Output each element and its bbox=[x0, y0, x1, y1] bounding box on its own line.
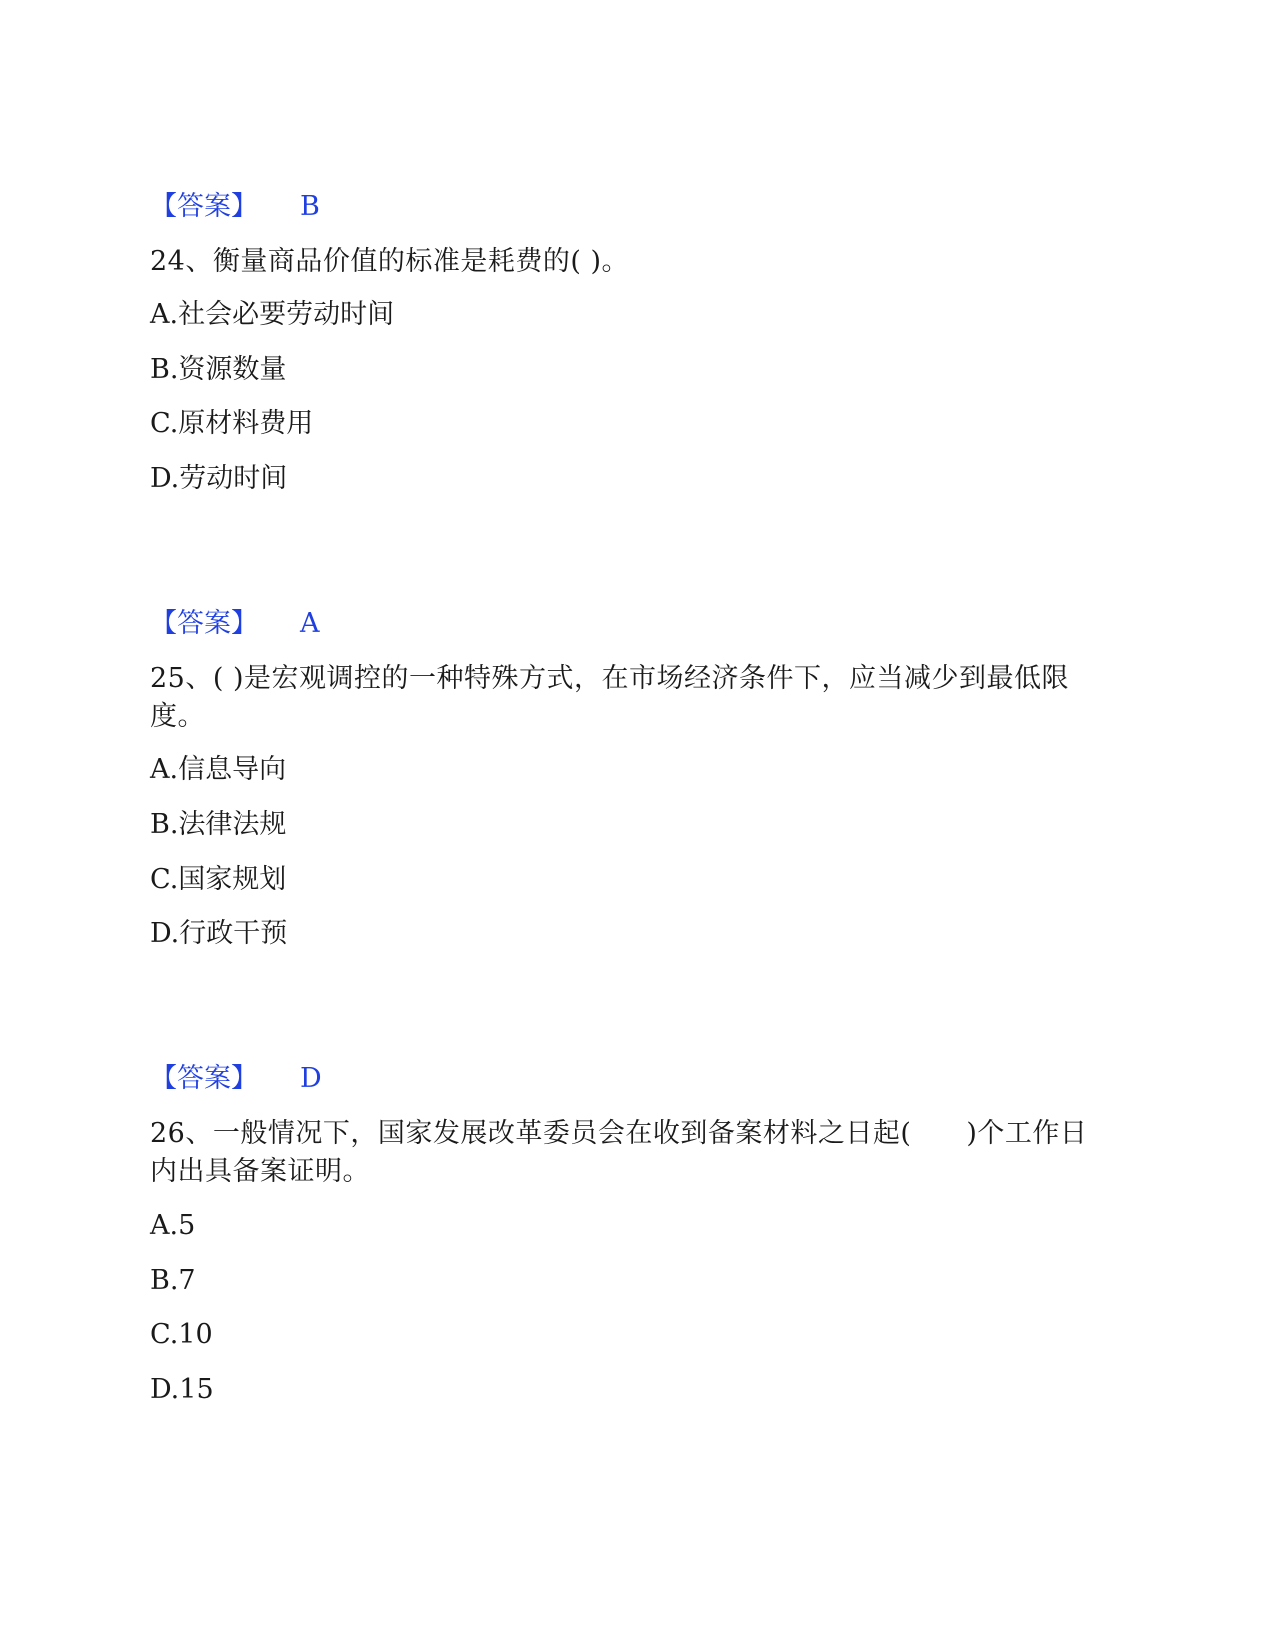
answer-line bbox=[150, 606, 320, 642]
option-d: D.15 bbox=[150, 1374, 214, 1405]
option-c: C.国家规划 bbox=[150, 864, 287, 895]
option-b: B.资源数量 bbox=[150, 354, 287, 385]
option-c: C.原材料费用 bbox=[150, 408, 314, 439]
question-text: 25、( )是宏观调控的一种特殊方式，在市场经济条件下，应当减少到最低限度。 bbox=[150, 663, 1070, 732]
answer-label: 【答案】 bbox=[150, 1063, 258, 1094]
answer-value: D bbox=[300, 1063, 322, 1094]
option-d: D.行政干预 bbox=[150, 918, 288, 949]
option-a: A.社会必要劳动时间 bbox=[150, 299, 395, 330]
answer-line bbox=[150, 189, 320, 225]
option-b: B.7 bbox=[150, 1265, 196, 1296]
question-text: 24、衡量商品价值的标准是耗费的( )。 bbox=[150, 246, 630, 277]
answer-line bbox=[150, 1061, 322, 1097]
option-c: C.10 bbox=[150, 1319, 213, 1350]
answer-value: A bbox=[300, 608, 320, 639]
option-b: B.法律法规 bbox=[150, 809, 287, 840]
answer-label: 【答案】 bbox=[150, 191, 258, 222]
answer-label: 【答案】 bbox=[150, 608, 258, 639]
option-a: A.信息导向 bbox=[150, 754, 287, 785]
option-a: A.5 bbox=[150, 1210, 196, 1241]
option-d: D.劳动时间 bbox=[150, 463, 288, 494]
answer-value: B bbox=[300, 191, 320, 222]
question-text: 26、一般情况下，国家发展改革委员会在收到备案材料之日起( )个工作日内出具备案证明。 bbox=[150, 1118, 1088, 1187]
